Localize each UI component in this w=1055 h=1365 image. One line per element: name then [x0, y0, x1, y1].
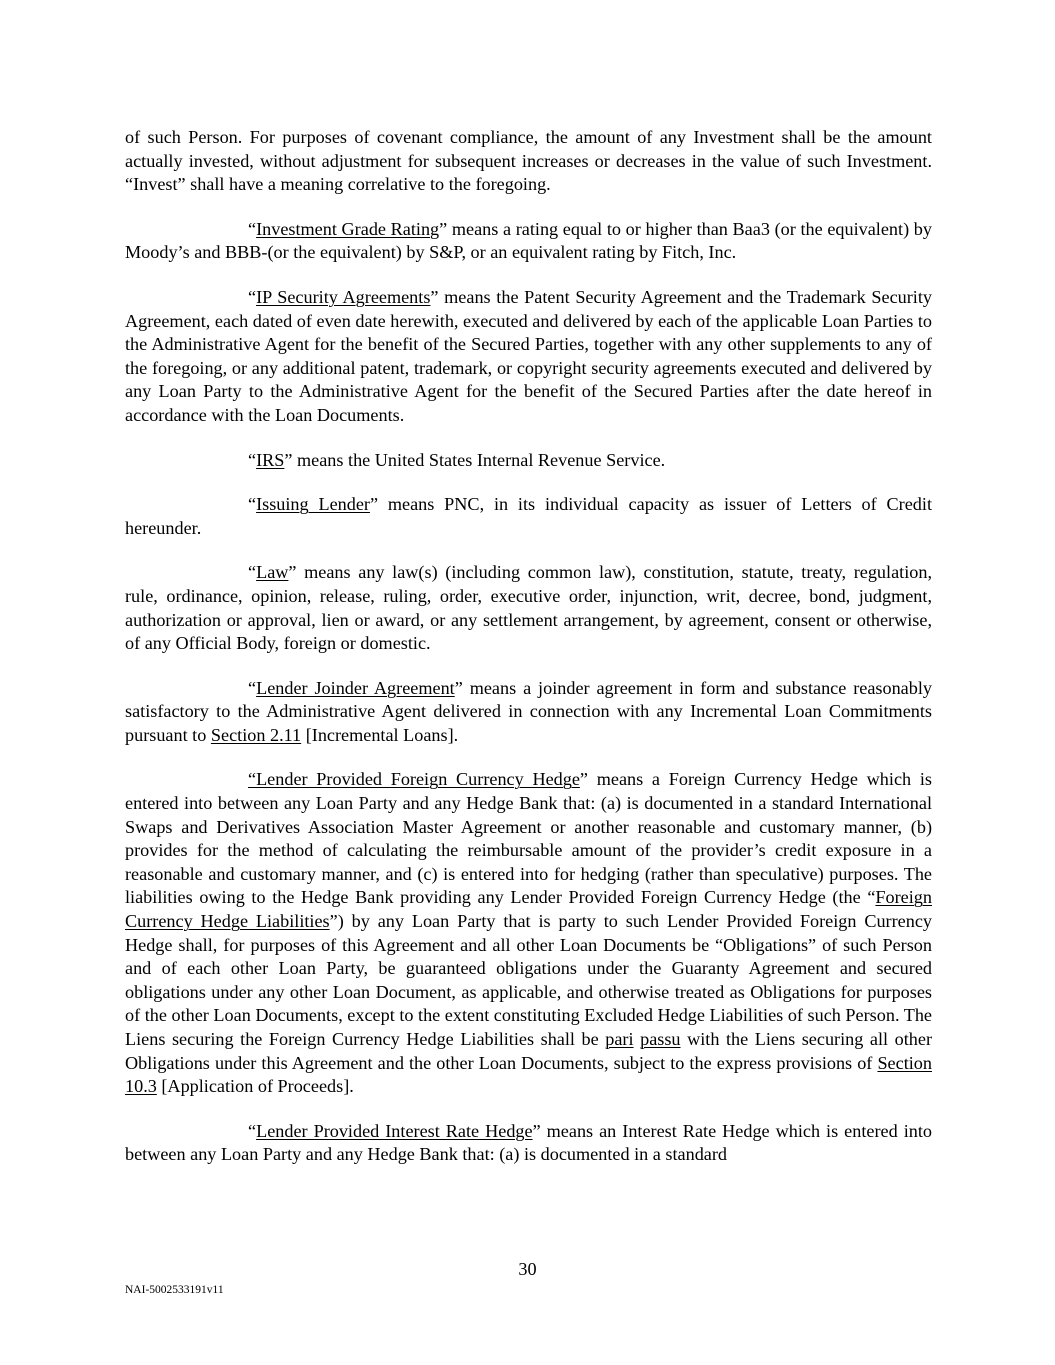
paragraph-text: [Incremental Loans]. [301, 724, 459, 745]
definition-paragraph-lender-joinder-agreement [125, 677, 932, 748]
paragraph-text: ” means a Foreign Currency Hedge which is entered into between any Loan Party and any Hedge Bank that: (a) is documented in a standard International Swaps and Derivatives Association Master Agreement or another reasonable and customary manner, (b) provides for the method of calculating the reimbursable amount of the provider’s credit exposure in a reasonable and customary manner, and (c) is entered into for hedging (rather than speculative) purposes. The liabilities owing to the Hedge Bank providing any Lender Provided Foreign Currency Hedge (the “ [125, 769, 932, 908]
paragraph-text: “ [248, 218, 257, 239]
defined-term: IP Security Agreements [256, 286, 431, 307]
definition-paragraph-irs [125, 449, 932, 473]
defined-term: Lender Provided Interest Rate Hedge [256, 1120, 533, 1141]
defined-term: Law [256, 562, 289, 583]
definition-paragraph-ip-security-agreements [125, 286, 932, 428]
paragraph-text: “ [248, 677, 257, 698]
paragraph-text: “ [248, 1120, 257, 1141]
definition-paragraph-investment-grade-rating [125, 218, 932, 265]
defined-term: Issuing Lender [256, 494, 370, 515]
defined-term: “Lender Provided Foreign Currency Hedge [248, 769, 580, 790]
paragraph-text: [Application of Proceeds]. [156, 1076, 354, 1097]
defined-term: passu [640, 1029, 681, 1049]
paragraph-text: “ [248, 286, 257, 307]
paragraph-text: ” means an Interest Rate Hedge which is entered into between any Loan Party and any Hedge Bank that: (a) is documented in a standard [125, 1120, 932, 1165]
paragraph-text: ” means a rating equal to or higher than Baa3 (or the equivalent) by Moody’s and BBB-(or the equivalent) by S&P, or an equivalent rating by Fitch, Inc. [125, 218, 932, 263]
defined-term: IRS [256, 449, 285, 470]
paragraph-text: ” means a joinder agreement in form and substance reasonably satisfactory to the Administrative Agent delivered in connection with any Incremental Loan Commitments pursuant to [125, 677, 932, 745]
document-body [125, 126, 932, 1188]
paragraph-text: ” means PNC, in its individual capacity as issuer of Letters of Credit hereunder. [125, 494, 933, 538]
paragraph-text: ” means the United States Internal Revenue Service. [284, 449, 666, 470]
definition-paragraph-investment-continued [125, 126, 932, 197]
definition-paragraph-law [125, 561, 932, 655]
paragraph-text: with the Liens securing all other Obligations under this Agreement and the other Loan Documents, subject to the express provisions of [125, 1029, 933, 1073]
definition-paragraph-lender-provided-foreign-currency-hedge [125, 768, 932, 1098]
definition-paragraph-lender-provided-interest-rate-hedge [125, 1120, 932, 1167]
paragraph-text: “ [248, 449, 257, 470]
document-id: NAI-5002533191v11 [125, 1284, 224, 1296]
paragraph-text: ”) by any Loan Party that is party to such Lender Provided Foreign Currency Hedge shall, for purposes of this Agreement and all other Loan Documents be “Obligations” of such Person and of each other Loan Party, be guaranteed obligations under the Guaranty Agreement and secured obligations under any other Loan Document, as applicable, and otherwise treated as Obligations for purposes of the other Loan Documents, except to the extent constituting Excluded Hedge Liabilities of such Person. The Liens securing the Foreign Currency Hedge Liabilities shall be [125, 911, 933, 1049]
defined-term: pari [605, 1029, 634, 1049]
page-number: 30 [518, 1259, 537, 1279]
defined-term: Investment Grade Rating [256, 218, 440, 239]
defined-term: Lender Joinder Agreement [256, 677, 455, 698]
paragraph-text: of such Person. For purposes of covenant compliance, the amount of any Investment shall be the amount actually invested, without adjustment for subsequent increases or decreases in the value of such Investment. “Invest” shall have a meaning correlative to the foregoing. [125, 127, 932, 195]
defined-term: Section 10.3 [125, 1052, 932, 1097]
paragraph-text: “ [248, 562, 257, 583]
paragraph-text: “ [248, 494, 257, 515]
defined-term: Section 2.11 [210, 724, 302, 745]
paragraph-text: ” means any law(s) (including common law), constitution, statute, treaty, regulation, rule, ordinance, opinion, release, ruling, order, executive order, injunction, writ, decree, bond, judgment, authorization or approval, lien or award, or any settlement arrangement, by agreement, consent or otherwise, of any Official Body, foreign or domestic. [125, 562, 932, 654]
defined-term: Foreign Currency Hedge Liabilities [125, 887, 932, 932]
paragraph-text: ” means the Patent Security Agreement and the Trademark Security Agreement, each dated of even date herewith, executed and delivered by each of the applicable Loan Parties to the Administrative Agent for the benefit of the Secured Parties, together with any other supplements to any of the foregoing, or any additional patent, trademark, or copyright security agreements executed and delivered by any Loan Party to the Administrative Agent for the benefit of the Secured Parties after the date hereof in accordance with the Loan Documents. [125, 286, 932, 425]
definition-paragraph-issuing-lender [125, 493, 932, 540]
